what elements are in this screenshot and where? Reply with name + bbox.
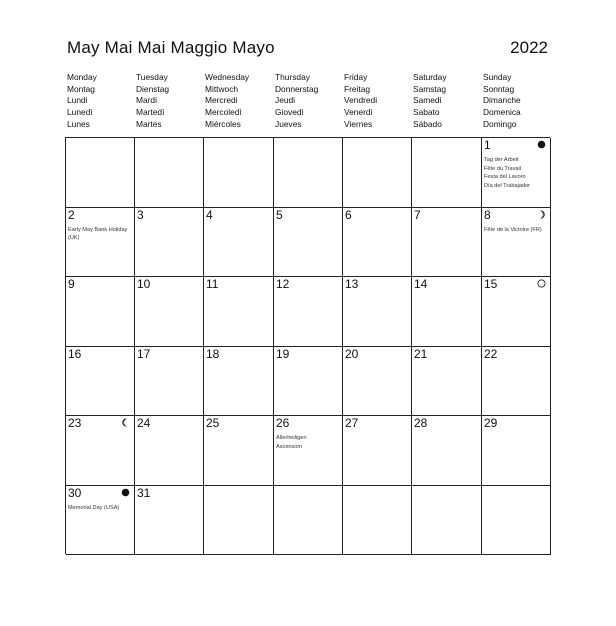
holiday-list: [276, 434, 340, 451]
weekday-name: Lundi: [67, 95, 88, 106]
holiday-label: Fête du Travail: [484, 165, 521, 172]
holiday-label: Memorial Day (USA): [68, 504, 120, 511]
day-number: 5: [276, 207, 283, 222]
empty-day-cell: [274, 486, 343, 556]
last-quarter-icon: [121, 418, 130, 427]
day-number: 3: [137, 207, 144, 222]
weekday-name: Mercoledì: [205, 107, 242, 118]
day-cell-9: [66, 277, 135, 347]
day-number: 4: [206, 207, 213, 222]
day-cell-31: [135, 486, 204, 556]
day-number: 17: [137, 346, 151, 361]
empty-day-cell: [343, 486, 412, 556]
day-cell-20: [343, 347, 412, 417]
day-cell-7: [412, 208, 482, 278]
weekday-name: Dimanche: [483, 95, 521, 106]
empty-day-cell: [66, 138, 135, 208]
day-cell-6: [343, 208, 412, 278]
day-number: 22: [484, 346, 498, 361]
new-moon-icon: [121, 488, 130, 497]
day-number: 12: [276, 277, 290, 291]
day-cell-16: [66, 347, 135, 417]
day-number: 30: [68, 485, 82, 500]
weekday-name: Samedi: [413, 95, 442, 106]
day-cell-3: [135, 208, 204, 278]
weekday-name: Jeudi: [275, 95, 296, 106]
holiday-list: [484, 156, 548, 190]
day-cell-14: [412, 277, 482, 347]
weekday-name: Donnerstag: [275, 83, 319, 94]
day-number: 14: [414, 277, 428, 291]
weekday-name: Martedì: [136, 107, 165, 118]
day-number: 28: [414, 416, 428, 430]
day-number: 19: [276, 346, 290, 361]
day-number: 6: [345, 207, 352, 222]
holiday-label: Allerheiligen: [276, 435, 307, 441]
day-cell-11: [204, 277, 274, 347]
weekday-name: Tuesday: [136, 72, 168, 82]
day-cell-25: [204, 416, 274, 486]
day-number: 18: [206, 346, 220, 361]
weekday-name: Mardi: [136, 95, 157, 106]
day-number: 7: [414, 207, 421, 222]
weekday-name: Giovedì: [275, 107, 304, 118]
day-cell-27: [343, 416, 412, 486]
weekday-name: Miércoles: [205, 118, 241, 129]
holiday-label: Tag der Arbeit: [484, 157, 519, 163]
day-cell-1: [482, 138, 551, 208]
day-number: 10: [137, 277, 151, 291]
day-number: 31: [137, 485, 151, 500]
empty-day-cell: [274, 138, 343, 208]
day-cell-2: [66, 208, 135, 278]
holiday-label: Fête de la Victoire (FR): [484, 226, 542, 233]
weekday-name: Saturday: [413, 72, 447, 82]
new-moon-icon: [537, 140, 546, 149]
weekday-name: Viernes: [344, 118, 373, 129]
day-number: 21: [414, 346, 428, 361]
weekday-name: Samstag: [413, 83, 447, 94]
day-number: 27: [345, 416, 359, 430]
day-number: 8: [484, 207, 491, 222]
day-cell-28: [412, 416, 482, 486]
day-cell-12: [274, 277, 343, 347]
holiday-list: [68, 226, 132, 243]
day-number: 20: [345, 346, 359, 361]
day-cell-8: [482, 208, 551, 278]
weekday-name: Sabato: [413, 107, 440, 118]
day-cell-26: [274, 416, 343, 486]
day-cell-29: [482, 416, 551, 486]
weekday-name: Lunedì: [67, 107, 93, 118]
day-cell-17: [135, 347, 204, 417]
weekday-name: Mercredi: [205, 95, 238, 106]
weekday-name: Sábado: [413, 118, 442, 129]
day-cell-15: [482, 277, 551, 347]
day-number: 15: [484, 277, 498, 291]
weekday-header-row: [65, 72, 550, 134]
weekday-name: Freitag: [344, 83, 371, 94]
day-number: 29: [484, 416, 498, 430]
day-cell-13: [343, 277, 412, 347]
holiday-list: [68, 504, 132, 513]
day-cell-5: [274, 208, 343, 278]
day-number: 11: [206, 277, 219, 291]
empty-day-cell: [412, 486, 482, 556]
page-title: May Mai Mai Maggio Mayo: [67, 38, 275, 57]
day-cell-21: [412, 347, 482, 417]
year-label: 2022: [510, 38, 548, 57]
day-number: 1: [484, 138, 491, 152]
day-cell-23: [66, 416, 135, 486]
weekday-name: Friday: [344, 72, 368, 82]
weekday-name: Montag: [67, 83, 95, 94]
weekday-name: Wednesday: [205, 72, 250, 82]
empty-day-cell: [204, 486, 274, 556]
weekday-name: Monday: [67, 72, 97, 82]
day-number: 9: [68, 277, 75, 291]
day-cell-18: [204, 347, 274, 417]
weekday-name: Jueves: [275, 118, 302, 129]
empty-day-cell: [412, 138, 482, 208]
weekday-name: Domingo: [483, 118, 517, 129]
weekday-header-wednesday: [205, 72, 274, 131]
holiday-label: Festa del Lavoro: [484, 174, 526, 181]
day-number: 13: [345, 277, 359, 291]
weekday-header-sunday: [483, 72, 552, 131]
holiday-label: Día del Trabajador: [484, 182, 531, 189]
empty-day-cell: [482, 486, 551, 556]
full-moon-icon: [537, 279, 546, 288]
day-cell-4: [204, 208, 274, 278]
day-number: 16: [68, 346, 82, 361]
day-number: 23: [68, 416, 82, 430]
weekday-name: Thursday: [275, 72, 310, 82]
day-cell-24: [135, 416, 204, 486]
weekday-name: Sunday: [483, 72, 512, 82]
weekday-name: Domenica: [483, 107, 521, 118]
day-cell-19: [274, 347, 343, 417]
day-number: 25: [206, 416, 220, 430]
day-number: 26: [276, 416, 290, 430]
weekday-name: Lunes: [67, 118, 90, 129]
day-number: 24: [137, 416, 151, 430]
weekday-name: Venerdì: [344, 107, 373, 118]
weekday-header-friday: [344, 72, 413, 131]
weekday-name: Dienstag: [136, 83, 170, 94]
empty-day-cell: [135, 138, 204, 208]
weekday-name: Martes: [136, 118, 162, 129]
weekday-header-saturday: [413, 72, 482, 131]
empty-day-cell: [204, 138, 274, 208]
weekday-header-tuesday: [136, 72, 205, 131]
day-cell-10: [135, 277, 204, 347]
empty-day-cell: [343, 138, 412, 208]
holiday-label: Ascension: [276, 443, 302, 450]
day-cell-30: [66, 486, 135, 556]
weekday-header-monday: [67, 72, 136, 131]
holiday-list: [484, 226, 548, 235]
calendar-grid: [65, 137, 550, 554]
weekday-name: Mittwoch: [205, 83, 239, 94]
weekday-name: Sonntag: [483, 83, 515, 94]
holiday-label: Early May Bank Holiday (UK): [68, 226, 128, 242]
day-cell-22: [482, 347, 551, 417]
weekday-header-thursday: [275, 72, 344, 131]
weekday-name: Vendredi: [344, 95, 378, 106]
first-quarter-icon: [537, 210, 546, 219]
day-number: 2: [68, 207, 75, 222]
